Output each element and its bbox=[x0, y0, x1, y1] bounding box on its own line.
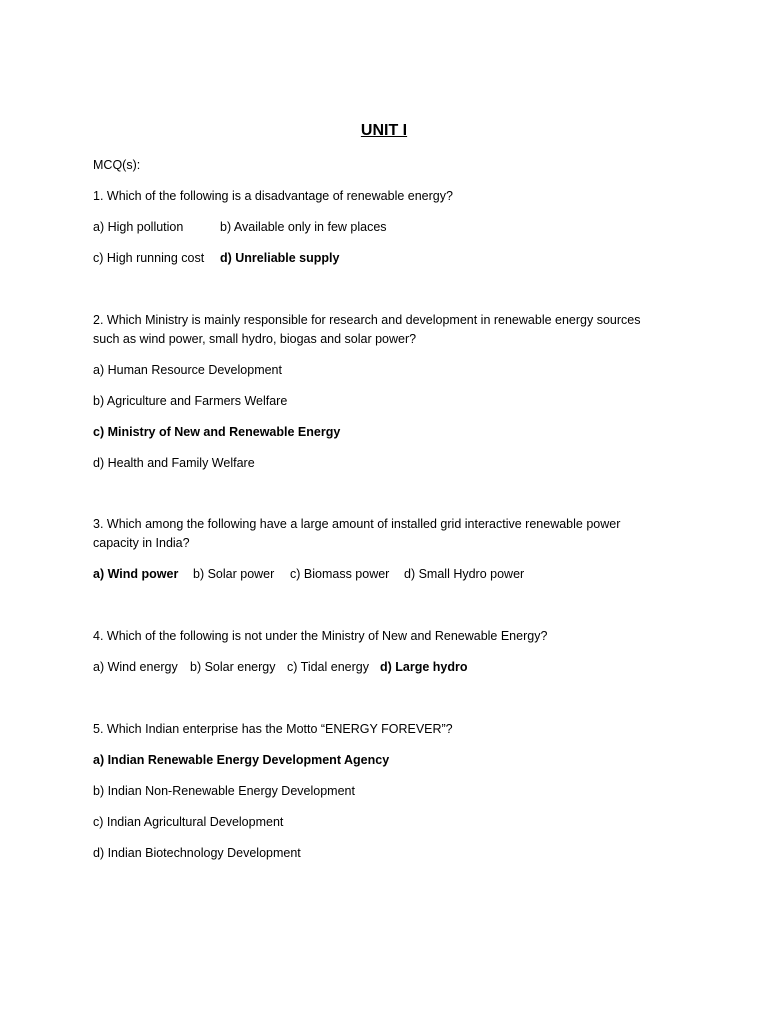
question-4-option-b: b) Solar energy bbox=[190, 660, 276, 674]
question-1-options-row-2 bbox=[93, 251, 339, 266]
question-5-text: 5. Which Indian enterprise has the Motto “ENERGY FOREVER”? bbox=[93, 722, 453, 736]
question-2-option-c: c) Ministry of New and Renewable Energy bbox=[93, 425, 341, 439]
question-3-option-c: c) Biomass power bbox=[290, 567, 390, 581]
question-2-option-a: a) Human Resource Development bbox=[93, 363, 282, 377]
question-1-option-c: c) High running cost bbox=[93, 251, 205, 265]
question-4-options bbox=[93, 660, 468, 675]
question-3-option-d: d) Small Hydro power bbox=[404, 567, 525, 581]
question-2-text-line-2: such as wind power, small hydro, biogas and solar power? bbox=[93, 332, 417, 346]
question-1-option-d: d) Unreliable supply bbox=[220, 251, 340, 265]
question-5-option-c: c) Indian Agricultural Development bbox=[93, 815, 284, 829]
question-4-option-d: d) Large hydro bbox=[380, 660, 468, 674]
question-3-text-line-2: capacity in India? bbox=[93, 536, 190, 550]
section-label: MCQ(s): bbox=[93, 158, 141, 172]
question-4-option-a: a) Wind energy bbox=[93, 660, 178, 674]
question-3-options bbox=[93, 567, 524, 582]
question-1-text: 1. Which of the following is a disadvantage of renewable energy? bbox=[93, 189, 453, 203]
question-4-text: 4. Which of the following is not under the Ministry of New and Renewable Energy? bbox=[93, 629, 548, 643]
question-5-option-d: d) Indian Biotechnology Development bbox=[93, 846, 301, 860]
question-1-option-b: b) Available only in few places bbox=[220, 220, 387, 234]
question-2-text-line-1: 2. Which Ministry is mainly responsible for research and development in renewable energy sources bbox=[93, 313, 641, 327]
question-2-option-d: d) Health and Family Welfare bbox=[93, 456, 255, 470]
question-3-text-line-1: 3. Which among the following have a large amount of installed grid interactive renewable power bbox=[93, 517, 621, 531]
question-3-option-b: b) Solar power bbox=[193, 567, 275, 581]
question-5-option-b: b) Indian Non-Renewable Energy Development bbox=[93, 784, 355, 798]
question-3-option-a: a) Wind power bbox=[93, 567, 179, 581]
question-1-options-row-1 bbox=[93, 220, 387, 235]
question-2-option-b: b) Agriculture and Farmers Welfare bbox=[93, 394, 288, 408]
question-1-option-a: a) High pollution bbox=[93, 220, 184, 234]
question-4-option-c: c) Tidal energy bbox=[287, 660, 369, 674]
page-title: UNIT I bbox=[360, 122, 408, 139]
question-5-option-a: a) Indian Renewable Energy Development Agency bbox=[93, 753, 390, 767]
